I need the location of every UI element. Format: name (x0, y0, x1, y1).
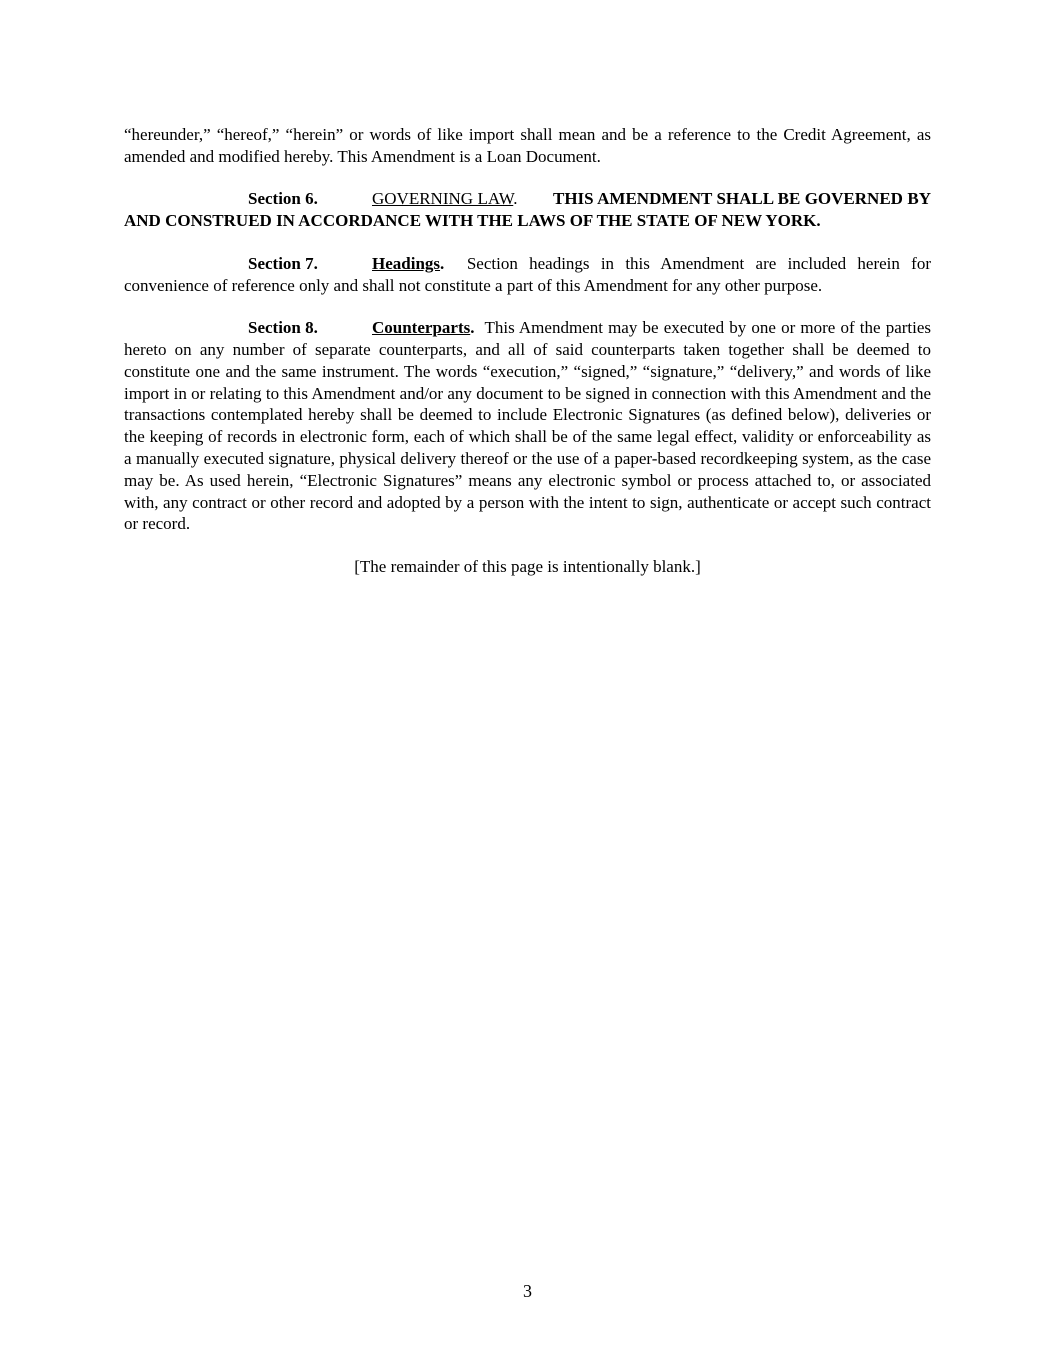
section-6-title: GOVERNING LAW (372, 189, 514, 209)
section-6-paragraph (124, 188, 931, 232)
section-6-label: Section 6. (248, 189, 318, 209)
section-7-paragraph (124, 253, 931, 297)
section-8-title: Counterparts (372, 318, 471, 338)
section-7-body: Section headings in this Amendment are included herein for convenience of reference only and shall not constitute a part of this Amendment for any other purpose. (124, 253, 931, 295)
section-8-label: Section 8. (248, 318, 318, 338)
section-7-title-suffix: . (440, 253, 445, 273)
section-7-label: Section 7. (248, 253, 318, 273)
document-body (124, 124, 931, 578)
page-number: 3 (523, 1281, 532, 1301)
continuation-paragraph (124, 124, 931, 168)
intentionally-blank-note: [The remainder of this page is intentionally blank.] (354, 556, 701, 576)
section-8-body: This Amendment may be executed by one or more of the parties hereto on any number of separate counterparts, and all of said counterparts taken together shall be deemed to constitute one and the same instrument. The words “execution,” “signed,” “signature,” “delivery,” and words of like import in or relating to this Amendment and/or any document to be signed in connection with this Amendment and the transactions contemplated hereby shall be deemed to include Electronic Signatures (as defined below), deliveries or the keeping of records in electronic form, each of which shall be of the same legal effect, validity or enforceability as a manually executed signature, physical delivery thereof or the use of a paper-based recordkeeping system, as the case may be. As used herein, “Electronic Signatures” means any electronic symbol or process attached to, or associated with, any contract or other record and adopted by a person with the intent to sign, authenticate or accept such contract or record. (124, 318, 932, 534)
section-7-title: Headings (372, 253, 441, 273)
section-6-title-suffix: . (513, 189, 518, 209)
continuation-text: “hereunder,” “hereof,” “herein” or words of like import shall mean and be a reference to the Credit Agreement, as amended and modified hereby. This Amendment is a Loan Document. (124, 125, 931, 166)
section-6-body: THIS AMENDMENT SHALL BE GOVERNED BY AND CONSTRUED IN ACCORDANCE WITH THE LAWS OF THE STATE OF NEW YORK. (124, 189, 931, 231)
section-8-paragraph (124, 317, 931, 535)
section-8-title-suffix: . (470, 318, 475, 338)
